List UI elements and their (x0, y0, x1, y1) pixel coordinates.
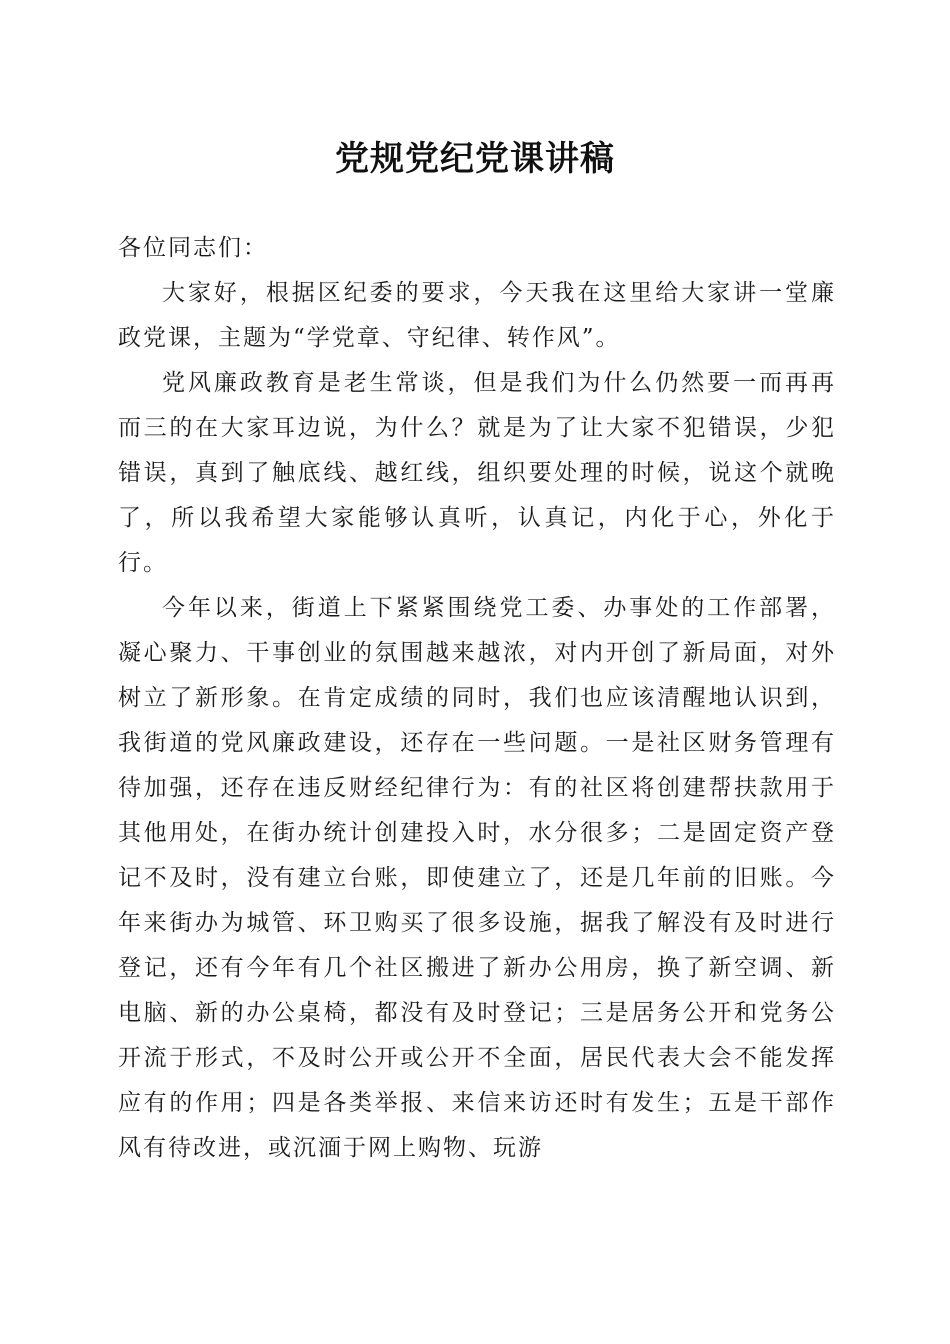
document-title: 党规党纪党课讲稿 (335, 139, 615, 179)
paragraph-3: 今年以来，街道上下紧紧围绕党工委、办事处的工作部署，凝心聚力、干事创业的氛围越来越浓，对内开创了新局面，对外树立了新形象。在肯定成绩的同时，我们也应该清醒地认识到，我街道的党风廉政建设，还存在一些问题。一是社区财务管理有待加强，还存在违反财经纪律行为：有的社区将创建帮扶款用于其他用处，在街办统计创建投入时，水分很多；二是固定资产登记不及时，没有建立台账，即使建立了，还是几年前的旧账。今年来街办为城管、环卫购买了很多设施，据我了解没有及时进行登记，还有今年有几个社区搬进了新办公用房，换了新空调、新电脑、新的办公桌椅，都没有及时登记；三是居务公开和党务公开流于形式，不及时公开或公开不全面，居民代表大会不能发挥应有的作用；四是各类举报、来信来访还时有发生；五是干部作风有待改进，或沉湎于网上购物、玩游 (118, 595, 836, 1161)
document-body (118, 226, 836, 1171)
paragraph-2: 党风廉政教育是老生常谈，但是我们为什么仍然要一而再再而三的在大家耳边说，为什么？就是为了让大家不犯错误，少犯错误，真到了触底线、越红线，组织要处理的时候，说这个就晚了，所以我希望大家能够认真听，认真记，内化于心，外化于行。 (118, 370, 836, 576)
paragraph-1: 大家好，根据区纪委的要求，今天我在这里给大家讲一堂廉政党课，主题为“学党章、守纪律、转作风”。 (118, 280, 836, 351)
salutation: 各位同志们： (118, 235, 268, 261)
